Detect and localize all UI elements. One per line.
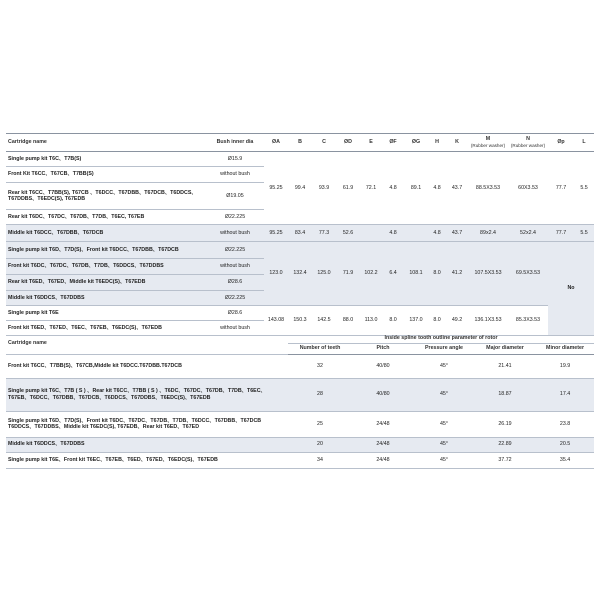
k-value: 41.2	[446, 242, 468, 306]
cartridge-name: Middle kit T6DDCS、T67DDBS	[6, 291, 206, 306]
g-value: 108.1	[404, 242, 428, 306]
cartridge-dimension-table	[6, 133, 594, 336]
header-n-label: N	[526, 136, 530, 143]
bush-value: Ø22.225	[206, 291, 264, 306]
angle-value: 45°	[414, 452, 474, 468]
g-value: 89.1	[404, 152, 428, 225]
teeth-value: 28	[288, 378, 352, 411]
f-value: 6.4	[382, 242, 404, 306]
d-value: 71.9	[336, 242, 360, 306]
header-minor-diameter: Minor diameter	[536, 343, 594, 354]
table-row	[6, 378, 594, 411]
header-bush-inner-dia: Bush inner dia	[206, 134, 264, 152]
pitch-value: 24/48	[352, 411, 414, 437]
b-value: 99.4	[288, 152, 312, 225]
cartridge-name: Rear kit T6ED、T67ED、Middle kit T6EDC(S)、T67EDB	[6, 275, 206, 291]
b-value: 150.3	[288, 306, 312, 336]
header-cartridge-name: Cartridge name	[6, 134, 206, 152]
m-value: 107.5X3.53	[468, 242, 508, 306]
pitch-value: 40/80	[352, 378, 414, 411]
b-value: 132.4	[288, 242, 312, 306]
e-value	[360, 225, 382, 242]
minor-value: 19.9	[536, 354, 594, 378]
header-h: H	[428, 134, 446, 152]
header-g: ØG	[404, 134, 428, 152]
table-row	[6, 354, 594, 378]
cartridge-name: Rear kit T6CC、T7BB(S), T67CB 、T6DCC、T67DBB、T67DCB、T6DDCS、T67DDBS、T6EDC(S), T67EDB	[6, 183, 206, 210]
d-value: 61.9	[336, 152, 360, 225]
header-cartridge-name-2: Cartridge name	[6, 333, 288, 354]
header-a: ØA	[264, 134, 288, 152]
teeth-value: 34	[288, 452, 352, 468]
c-value: 77.3	[312, 225, 336, 242]
header-m	[468, 134, 508, 152]
bush-value: Ø15.9	[206, 152, 264, 167]
header-d: ØD	[336, 134, 360, 152]
header-l: L	[574, 134, 594, 152]
header-n-sub: (Rubber washer)	[510, 142, 546, 148]
m-value: 88.5X3.53	[468, 152, 508, 225]
n-value: 69.5X3.53	[508, 242, 548, 306]
cartridge-name: Front kit T6DC、T67DC、T67DB、T7DB、T6DDCS、T67DDBS	[6, 259, 206, 275]
cartridge-name: Single pump kit T6D、T7D(S)、Front kit T6DC、T67DC、T67DB、T7DB、T6DCC、T67DBB、T67DCB T6DDCS、T67DDBS、Middle kit T6EDC(S), T67EDB、Rear kit T6ED、T67ED	[6, 411, 288, 437]
header-m-label: M	[485, 136, 491, 143]
teeth-value: 20	[288, 437, 352, 452]
a-value: 95.25	[264, 225, 288, 242]
h-value: 8.0	[428, 306, 446, 336]
g-value: 137.0	[404, 306, 428, 336]
b-value: 83.4	[288, 225, 312, 242]
h-value: 4.8	[428, 152, 446, 225]
table-row	[6, 306, 594, 321]
cartridge-name: Single pump kit T6C、T7B ( S ) 、Rear kit T6CC、T7BB ( S ) 、T6DC、T67DC、T67DB、T7DB、T6EC、T67EB、T6DCC、T67DBB、T67DCB、T6DDCS、T67DDBS、T6EDC(S)、T67EDB	[6, 378, 288, 411]
bush-value: Ø22.225	[206, 210, 264, 225]
h-value: 4.8	[428, 225, 446, 242]
p-value: 77.7	[548, 152, 574, 225]
header-spline-title: Inside spline tooth outline parameter of rotor	[288, 333, 594, 343]
p-value: 77.7	[548, 225, 574, 242]
f-value: 4.8	[382, 152, 404, 225]
pitch-value: 24/48	[352, 437, 414, 452]
header-c: C	[312, 134, 336, 152]
header-major-diameter: Major diameter	[474, 343, 536, 354]
major-value: 18.87	[474, 378, 536, 411]
major-value: 21.41	[474, 354, 536, 378]
header-n	[508, 134, 548, 152]
d-value: 88.0	[336, 306, 360, 336]
cartridge-name: Single pump kit T6D、T7D(S)、Front kit T6DCC、T67DBB、T67DCB	[6, 242, 206, 259]
e-value: 113.0	[360, 306, 382, 336]
table-row	[6, 242, 594, 259]
header-pressure-angle: Pressure angle	[414, 343, 474, 354]
table-row	[6, 152, 594, 167]
c-value: 125.0	[312, 242, 336, 306]
f-value: 8.0	[382, 306, 404, 336]
cartridge-name: Middle kit T6DCC、T67DBB、T67DCB	[6, 225, 206, 242]
cartridge-name: Rear kit T6DC、T67DC、T67DB、T7DB、T6EC, T67EB	[6, 210, 206, 225]
c-value: 142.5	[312, 306, 336, 336]
minor-value: 35.4	[536, 452, 594, 468]
m-value: 136.1X3.53	[468, 306, 508, 336]
m-value: 89x2.4	[468, 225, 508, 242]
e-value: 102.2	[360, 242, 382, 306]
header-b: B	[288, 134, 312, 152]
header-m-sub: (Rubber washer)	[470, 142, 506, 148]
cartridge-name: Front Kit T6CC、T67CB、T7BB(S)	[6, 167, 206, 183]
a-value: 143.08	[264, 306, 288, 336]
header-k: K	[446, 134, 468, 152]
rotor-spline-table	[6, 333, 594, 469]
e-value: 72.1	[360, 152, 382, 225]
bush-value: Ø22.225	[206, 242, 264, 259]
header-f: ØF	[382, 134, 404, 152]
n-value: 52x2.4	[508, 225, 548, 242]
header-number-of-teeth: Number of teeth	[288, 343, 352, 354]
l-value: 5.5	[574, 225, 594, 242]
angle-value: 45°	[414, 437, 474, 452]
header-p: Øp	[548, 134, 574, 152]
cartridge-name: Single pump kit T6E、Front kit T6EC、T67EB、T6ED、T67ED、T6EDC(S)、T67EDB	[6, 452, 288, 468]
bush-value: without bush	[206, 321, 264, 336]
bush-value: without bush	[206, 167, 264, 183]
n-value: 85.3X3.53	[508, 306, 548, 336]
k-value: 43.7	[446, 152, 468, 225]
cartridge-name: Single pump kit T6C、T7B(S)	[6, 152, 206, 167]
pitch-value: 24/48	[352, 452, 414, 468]
n-value: 60X3.53	[508, 152, 548, 225]
h-value: 8.0	[428, 242, 446, 306]
teeth-value: 25	[288, 411, 352, 437]
bush-value: without bush	[206, 259, 264, 275]
pitch-value: 40/80	[352, 354, 414, 378]
cartridge-name: Middle kit T6DDCS、T67DDBS	[6, 437, 288, 452]
cartridge-name: Single pump kit T6E	[6, 306, 206, 321]
minor-value: 17.4	[536, 378, 594, 411]
k-value: 49.2	[446, 306, 468, 336]
teeth-value: 32	[288, 354, 352, 378]
cartridge-name: Front kit T6CC、T7BB(S)、T67CB,Middle kit T6DCC.T67DBB.T67DCB	[6, 354, 288, 378]
a-value: 95.25	[264, 152, 288, 225]
major-value: 37.72	[474, 452, 536, 468]
bush-value: Ø19.05	[206, 183, 264, 210]
a-value: 123.0	[264, 242, 288, 306]
no-value: No	[548, 242, 594, 336]
header-e: E	[360, 134, 382, 152]
bush-value: without bush	[206, 225, 264, 242]
angle-value: 45°	[414, 378, 474, 411]
bush-value: Ø28.6	[206, 306, 264, 321]
major-value: 22.89	[474, 437, 536, 452]
f-value: 4.8	[382, 225, 404, 242]
table-row	[6, 452, 594, 468]
c-value: 93.9	[312, 152, 336, 225]
table-row	[6, 225, 594, 242]
cartridge-name: Front kit T6ED、T67ED、T6EC、T67EB、T6EDC(S)、T67EDB	[6, 321, 206, 336]
l-value: 5.5	[574, 152, 594, 225]
header-pitch: Pitch	[352, 343, 414, 354]
angle-value: 45°	[414, 411, 474, 437]
table-row	[6, 437, 594, 452]
table-row	[6, 411, 594, 437]
d-value: 52.6	[336, 225, 360, 242]
g-value	[404, 225, 428, 242]
major-value: 26.19	[474, 411, 536, 437]
angle-value: 45°	[414, 354, 474, 378]
minor-value: 20.5	[536, 437, 594, 452]
bush-value: Ø28.6	[206, 275, 264, 291]
minor-value: 23.8	[536, 411, 594, 437]
k-value: 43.7	[446, 225, 468, 242]
